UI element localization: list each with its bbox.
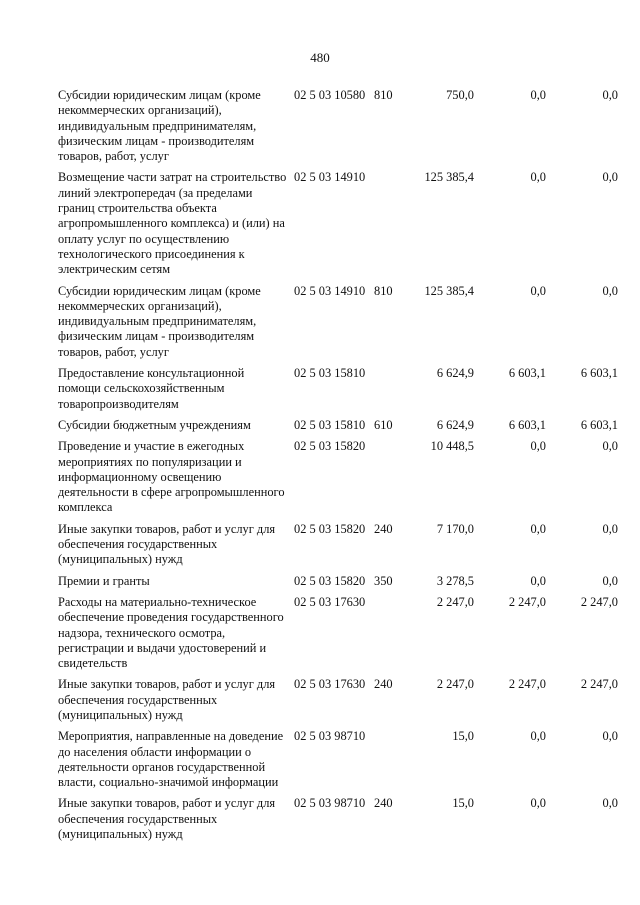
row-value-2: 2 247,0	[508, 594, 546, 609]
row-name: Предоставление консультационной помощи сельскохозяйственным товаропроизводителям	[58, 366, 245, 411]
row-value-1: 6 624,9	[436, 417, 474, 432]
row-value-2: 0,0	[530, 88, 546, 102]
row-value-2: 0,0	[530, 729, 546, 744]
row-value-1: 125 385,4	[424, 170, 474, 185]
table-row	[58, 88, 618, 164]
row-value-3: 0,0	[602, 796, 618, 811]
budget-table	[58, 88, 618, 848]
row-code: 02 5 03 15820	[294, 521, 366, 536]
row-value-1: 2 247,0	[436, 677, 474, 692]
page-number: 480	[310, 50, 330, 65]
row-value-1: 6 624,9	[436, 366, 474, 381]
row-value-1: 15,0	[452, 729, 474, 744]
row-code: 02 5 03 10580	[294, 88, 366, 102]
row-value-2: 0,0	[530, 573, 546, 588]
row-name: Субсидии юридическим лицам (кроме некоммерческих организаций), индивидуальным предпринимателям, физическим лицам - производителям товаров, работ, услуг	[58, 283, 261, 359]
row-expense-type: 810	[374, 283, 393, 298]
row-code: 02 5 03 15820	[294, 573, 366, 588]
table-row	[58, 170, 618, 277]
row-value-2: 0,0	[530, 796, 546, 811]
row-expense-type: 610	[374, 417, 393, 432]
row-code: 02 5 03 17630	[294, 677, 366, 692]
row-name: Иные закупки товаров, работ и услуг для обеспечения государственных (муниципальных) нужд	[58, 677, 276, 722]
row-value-1: 15,0	[452, 796, 474, 811]
row-value-1: 10 448,5	[430, 439, 474, 454]
row-value-3: 0,0	[602, 729, 618, 744]
row-code: 02 5 03 15810	[294, 417, 366, 432]
row-value-2: 2 247,0	[508, 677, 546, 692]
row-value-2: 0,0	[530, 439, 546, 454]
row-name: Проведение и участие в ежегодных мероприятиях по популяризации и информационному освещению деятельности в сфере агропромышленного комплекса	[58, 439, 285, 515]
row-code: 02 5 03 14910	[294, 170, 366, 185]
row-code: 02 5 03 15820	[294, 439, 366, 454]
row-value-3: 2 247,0	[580, 594, 618, 609]
row-name: Расходы на материально-техническое обеспечение проведения государственного надзора, технического осмотра, регистрации и выдачи удостоверений и свидетельств	[58, 594, 284, 671]
row-value-3: 0,0	[602, 521, 618, 536]
row-value-3: 0,0	[602, 88, 618, 102]
row-value-3: 0,0	[602, 283, 618, 298]
row-value-3: 2 247,0	[580, 677, 618, 692]
row-value-1: 3 278,5	[436, 573, 474, 588]
row-value-3: 0,0	[602, 170, 618, 185]
row-expense-type: 240	[374, 521, 393, 536]
row-code: 02 5 03 98710	[294, 796, 366, 811]
row-value-2: 0,0	[530, 521, 546, 536]
row-value-1: 750,0	[446, 88, 474, 102]
row-value-1: 7 170,0	[436, 521, 474, 536]
row-value-2: 0,0	[530, 170, 546, 185]
table-row	[58, 366, 618, 412]
row-name: Иные закупки товаров, работ и услуг для обеспечения государственных (муниципальных) нужд	[58, 796, 276, 842]
row-value-2: 0,0	[530, 283, 546, 298]
row-expense-type: 240	[374, 677, 393, 692]
row-value-1: 125 385,4	[424, 283, 474, 298]
table-row	[58, 522, 618, 568]
row-name: Субсидии юридическим лицам (кроме некоммерческих организаций), индивидуальным предпринимателям, физическим лицам - производителям товаров, работ, услуг	[58, 88, 261, 164]
row-name: Мероприятия, направленные на доведение до населения области информации о деятельности органов государственной власти, социально-значимой информации	[58, 729, 284, 790]
table-row	[58, 439, 618, 515]
table-row	[58, 595, 618, 671]
row-value-1: 2 247,0	[436, 594, 474, 609]
table-row	[58, 729, 618, 790]
row-value-2: 6 603,1	[508, 366, 546, 381]
row-name: Субсидии бюджетным учреждениям	[58, 417, 251, 432]
row-name: Возмещение части затрат на строительство линий электропередач (за пределами границ строительства объекта агропромышленного комплекса) и (или) на оплату услуг по осуществлению технологического присоединения к электрическим сетям	[58, 170, 287, 277]
row-value-3: 6 603,1	[580, 366, 618, 381]
table-row	[58, 284, 618, 360]
row-code: 02 5 03 98710	[294, 729, 366, 744]
row-value-3: 0,0	[602, 439, 618, 454]
row-expense-type: 350	[374, 573, 393, 588]
row-name: Иные закупки товаров, работ и услуг для обеспечения государственных (муниципальных) нужд	[58, 521, 276, 567]
table-row	[58, 796, 618, 842]
row-value-3: 0,0	[602, 573, 618, 588]
table-row	[58, 418, 618, 433]
row-expense-type: 810	[374, 88, 393, 102]
row-value-3: 6 603,1	[580, 417, 618, 432]
table-row	[58, 574, 618, 589]
table-row	[58, 677, 618, 723]
row-expense-type: 240	[374, 796, 393, 811]
row-code: 02 5 03 17630	[294, 594, 366, 609]
row-value-2: 6 603,1	[508, 417, 546, 432]
row-code: 02 5 03 15810	[294, 366, 366, 381]
row-code: 02 5 03 14910	[294, 283, 366, 298]
row-name: Премии и гранты	[58, 573, 150, 588]
